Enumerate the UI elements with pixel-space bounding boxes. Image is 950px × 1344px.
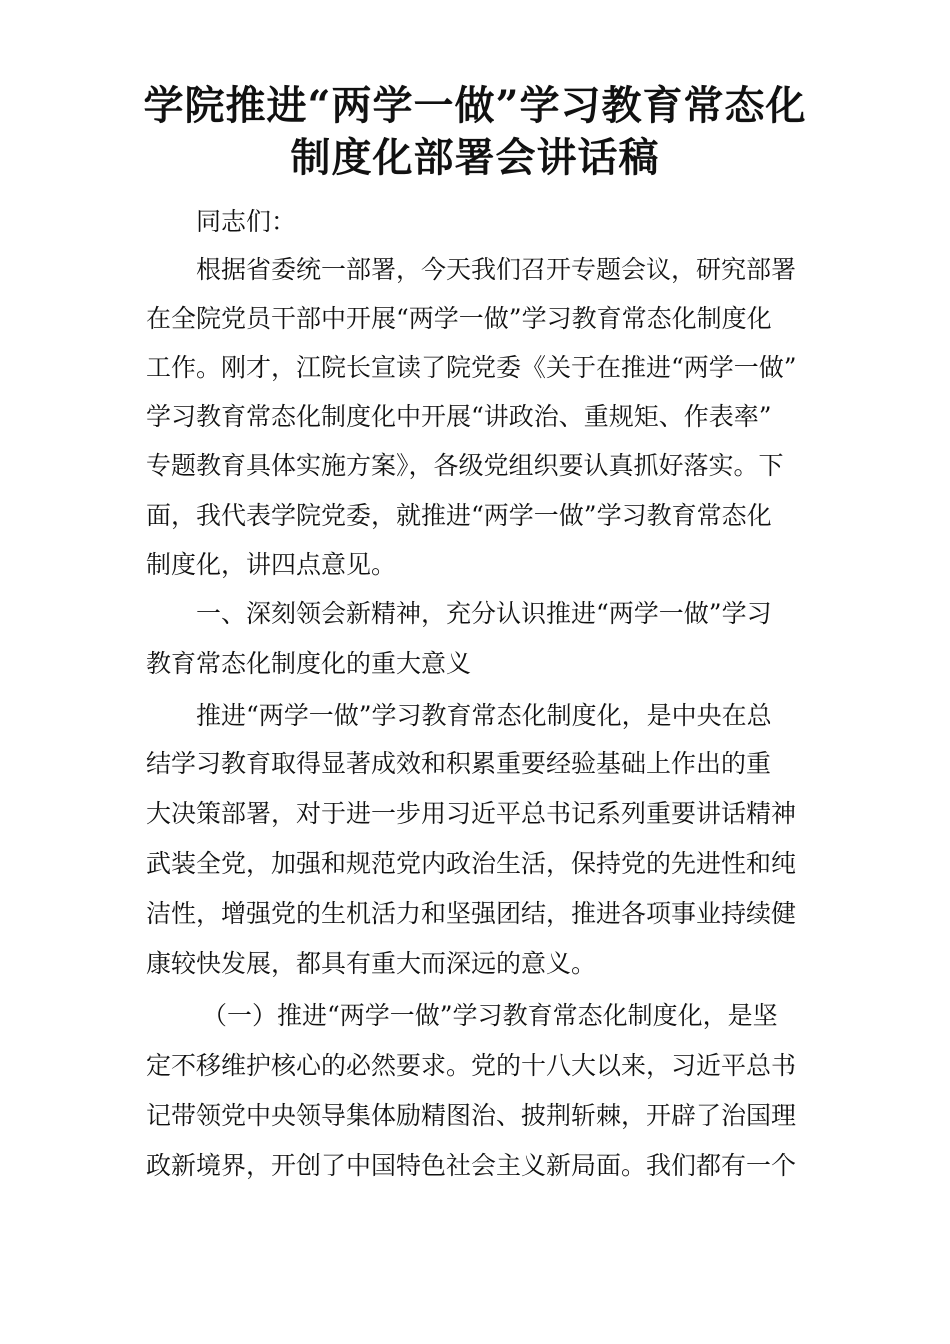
paragraph-line: 武装全党，加强和规范党内政治生活，保持党的先进性和纯 xyxy=(146,849,797,878)
paragraph-line: 根据省委统一部署，今天我们召开专题会议，研究部署 xyxy=(196,255,797,284)
paragraph-line: 工作。刚才，江院长宣读了院党委《关于在推进“两学一做” xyxy=(146,353,797,382)
paragraph-line: 学习教育常态化制度化中开展“讲政治、重规矩、作表率” xyxy=(146,402,772,431)
paragraph-line: 康较快发展，都具有重大而深远的意义。 xyxy=(146,949,597,978)
paragraph-line: 面，我代表学院党委，就推进“两学一做”学习教育常态化 xyxy=(146,501,772,530)
paragraph-line: 制度化，讲四点意见。 xyxy=(146,550,397,579)
paragraph-line: 专题教育具体实施方案》，各级党组织要认真抓好落实。下 xyxy=(146,451,784,480)
salutation: 同志们： xyxy=(196,207,297,236)
paragraph-line: 在全院党员干部中开展“两学一做”学习教育常态化制度化 xyxy=(146,304,772,333)
document-title-line-2: 制度化部署会讲话稿 xyxy=(290,134,660,181)
section-heading: 教育常态化制度化的重大意义 xyxy=(146,649,472,678)
paragraph-line: 洁性，增强党的生机活力和坚强团结，推进各项事业持续健 xyxy=(146,899,797,928)
section-heading: 一、深刻领会新精神，充分认识推进“两学一做”学习 xyxy=(196,599,772,628)
paragraph-line: 结学习教育取得显著成效和积累重要经验基础上作出的重 xyxy=(146,749,772,778)
document-title-line-1: 学院推进“两学一做”学习教育常态化 xyxy=(143,82,807,129)
paragraph-line: 大决策部署，对于进一步用习近平总书记系列重要讲话精神 xyxy=(146,799,797,828)
paragraph-line: 定不移维护核心的必然要求。党的十八大以来，习近平总书 xyxy=(146,1051,797,1080)
paragraph-line: 推进“两学一做”学习教育常态化制度化，是中央在总 xyxy=(196,701,772,730)
paragraph-line: 政新境界，开创了中国特色社会主义新局面。我们都有一个 xyxy=(146,1151,797,1180)
subsection-line: （一）推进“两学一做”学习教育常态化制度化，是坚 xyxy=(202,1001,778,1030)
paragraph-line: 记带领党中央领导集体励精图治、披荆斩棘，开辟了治国理 xyxy=(146,1101,797,1130)
